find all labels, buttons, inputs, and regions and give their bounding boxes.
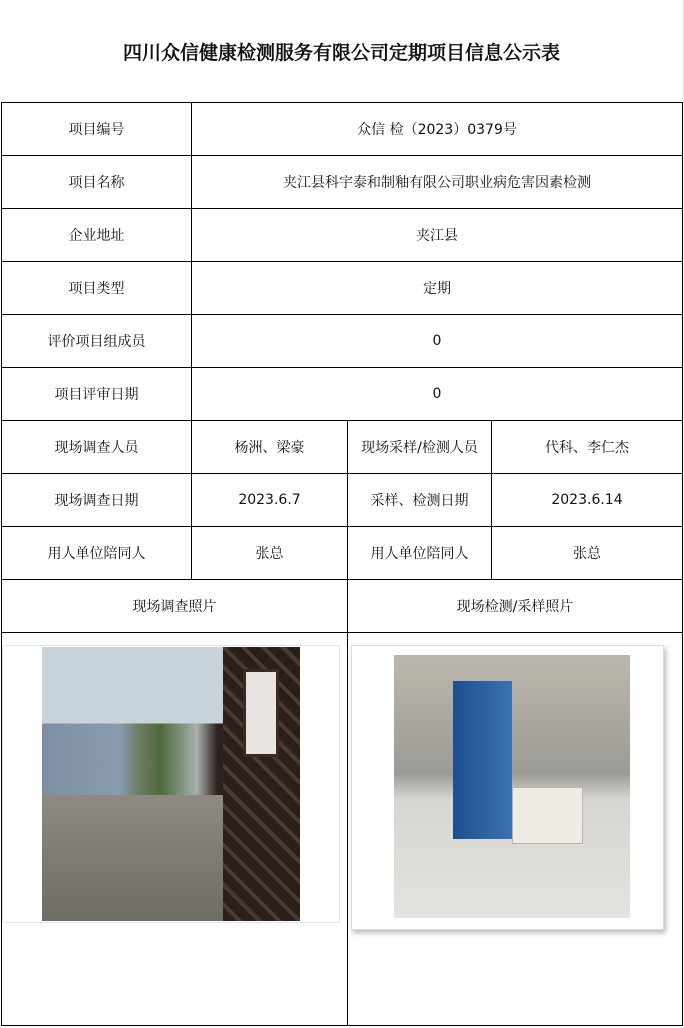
pair-label: 用人单位陪同人 [348,527,492,580]
row-value: 0 [192,315,683,368]
table-row [2,103,683,156]
sampling-photo-header: 现场检测/采样照片 [348,580,683,633]
table-row [2,421,683,474]
pair-label: 现场调查人员 [2,421,192,474]
table-row [2,209,683,262]
table-row [2,580,683,633]
row-label: 项目编号 [2,103,192,156]
sampling-photo [394,655,630,918]
row-label: 项目类型 [2,262,192,315]
table-row [2,368,683,421]
survey-photo-header: 现场调查照片 [2,580,348,633]
row-label: 项目名称 [2,156,192,209]
survey-photo-cell [2,633,348,1026]
row-value: 夹江县 [192,209,683,262]
sampling-photo-cell [348,633,683,1026]
row-value: 定期 [192,262,683,315]
pair-label: 现场调查日期 [2,474,192,527]
pair-label: 现场采样/检测人员 [348,421,492,474]
row-label: 项目评审日期 [2,368,192,421]
row-label: 评价项目组成员 [2,315,192,368]
pair-value: 2023.6.14 [492,474,683,527]
pair-value: 2023.6.7 [192,474,348,527]
table-row [2,474,683,527]
survey-photo [42,647,300,921]
table-row [2,156,683,209]
pair-value: 张总 [492,527,683,580]
table-row [2,315,683,368]
pair-value: 张总 [192,527,348,580]
pair-label: 用人单位陪同人 [2,527,192,580]
row-label: 企业地址 [2,209,192,262]
table-row [2,527,683,580]
row-value: 0 [192,368,683,421]
row-value: 夹江县科宇泰和制釉有限公司职业病危害因素检测 [192,156,683,209]
pair-value: 杨洲、梁豪 [192,421,348,474]
table-row [2,262,683,315]
info-table [1,102,683,1026]
photo-frame [351,645,664,930]
row-value: 众信 检（2023）0379号 [192,103,683,156]
photos-row [2,633,683,1026]
pair-value: 代科、李仁杰 [492,421,683,474]
pair-label: 采样、检测日期 [348,474,492,527]
page-title: 四川众信健康检测服务有限公司定期项目信息公示表 [0,0,684,102]
